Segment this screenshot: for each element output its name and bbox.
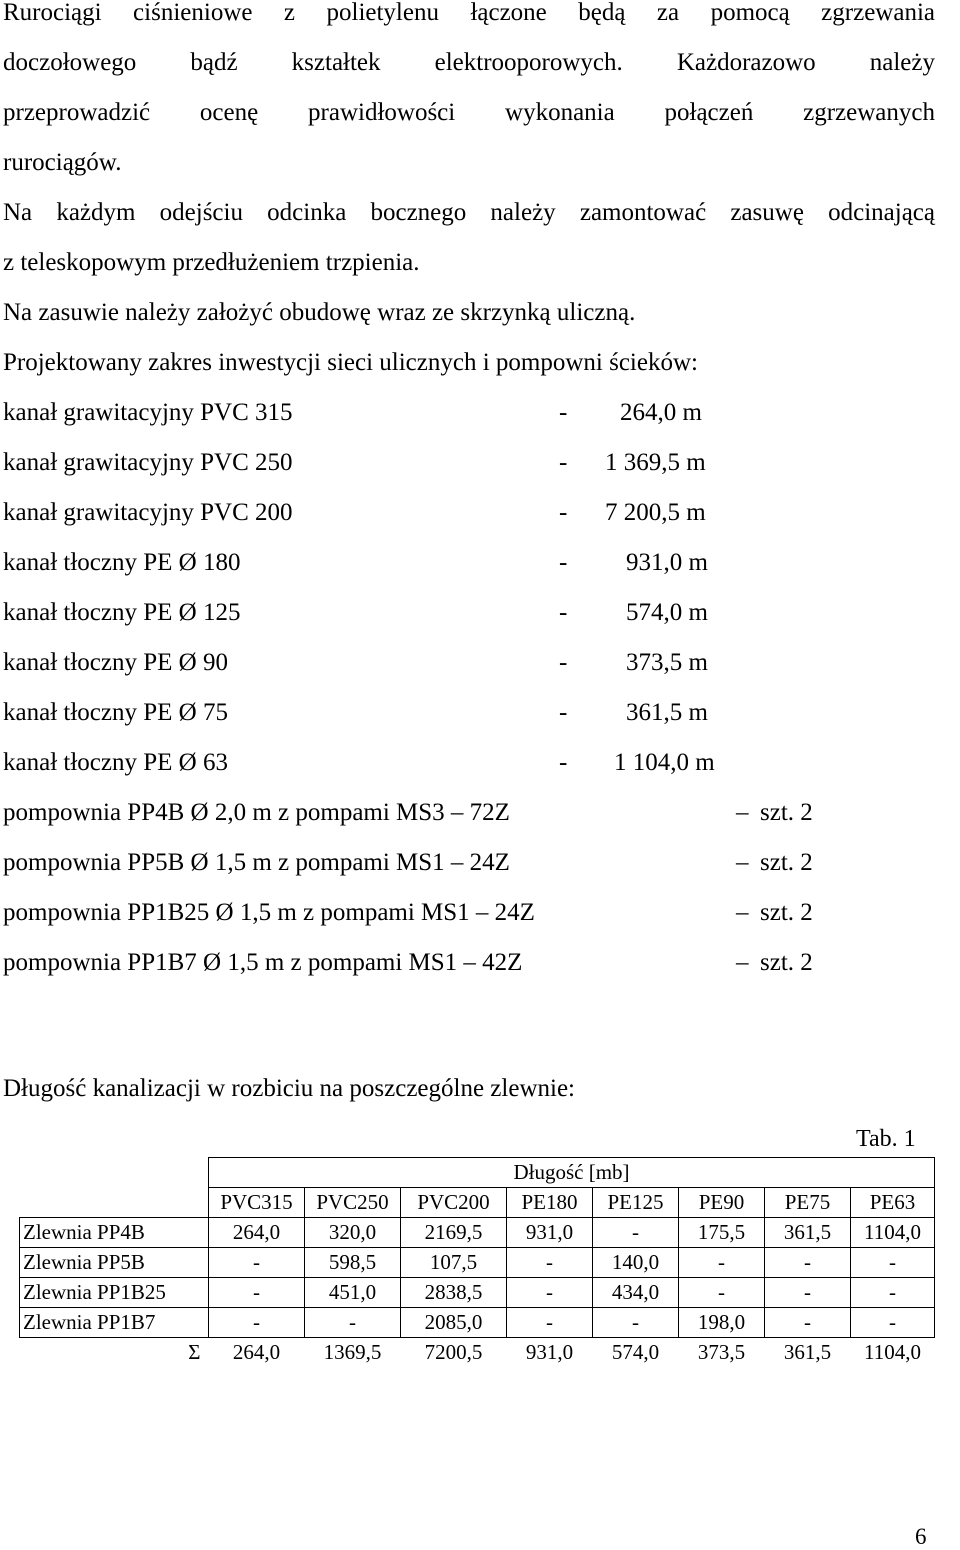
intro-paragraph-end <box>3 138 935 188</box>
table-cell: - <box>851 1308 935 1338</box>
pipe-dash: - <box>559 699 568 726</box>
pump-row <box>3 788 903 838</box>
group-header: Długość [mb] <box>209 1158 935 1188</box>
branch-paragraph <box>3 188 935 238</box>
table-cell: 361,5 <box>765 1218 851 1248</box>
pipe-name: kanał tłoczny PE Ø 63 <box>3 749 228 776</box>
table-cell: - <box>209 1308 305 1338</box>
row-header: Zlewnia PP1B25 <box>20 1278 209 1308</box>
pipe-length: 373,5 m <box>626 649 708 676</box>
table-label: Tab. 1 <box>856 1126 916 1152</box>
pipe-row <box>3 588 903 638</box>
table-cell: - <box>765 1248 851 1278</box>
table-cell: - <box>593 1218 679 1248</box>
valve-note <box>3 288 935 338</box>
pipe-name: kanał tłoczny PE Ø 75 <box>3 699 228 726</box>
sum-cell: 7200,5 <box>424 1340 483 1364</box>
sum-cell: 373,5 <box>697 1340 746 1364</box>
row-header: Zlewnia PP4B <box>20 1218 209 1248</box>
scope-heading <box>3 338 935 388</box>
row-header: Zlewnia PP1B7 <box>20 1308 209 1338</box>
sum-cell: 264,0 <box>232 1340 281 1364</box>
pump-count: szt. 2 <box>760 849 813 876</box>
table-cell: 175,5 <box>679 1218 765 1248</box>
table-cell: - <box>765 1308 851 1338</box>
pipe-name: kanał grawitacyjny PVC 315 <box>3 399 293 426</box>
sum-row <box>20 1338 935 1368</box>
pipe-name: kanał grawitacyjny PVC 200 <box>3 499 293 526</box>
table-cell: - <box>851 1278 935 1308</box>
pump-name: pompownia PP1B7 Ø 1,5 m z pompami MS1 – 42Z <box>3 949 523 976</box>
intro-paragraph <box>3 0 935 138</box>
sum-cell: 1104,0 <box>864 1340 921 1364</box>
pump-name: pompownia PP5B Ø 1,5 m z pompami MS1 – 24Z <box>3 849 510 876</box>
table-cell: 598,5 <box>305 1248 401 1278</box>
table-cell: - <box>679 1278 765 1308</box>
pipe-row <box>3 638 903 688</box>
pump-row <box>3 888 903 938</box>
pump-row <box>3 838 903 888</box>
table-cell: - <box>209 1248 305 1278</box>
sum-cell: 574,0 <box>611 1340 660 1364</box>
table-row <box>20 1248 935 1278</box>
pipe-length: 264,0 m <box>620 399 702 426</box>
text-line: Rurociągi ciśnieniowe z polietylenu łączone będą za pomocą zgrzewania <box>3 0 935 26</box>
table-cell: 107,5 <box>401 1248 507 1278</box>
row-header: Zlewnia PP5B <box>20 1248 209 1278</box>
table-cell: - <box>593 1308 679 1338</box>
text-line: przeprowadzić ocenę prawidłowości wykonania połączeń zgrzewanych <box>3 99 935 126</box>
table-cell: - <box>679 1248 765 1278</box>
pipe-dash: - <box>559 749 568 776</box>
table-cell: 1104,0 <box>851 1218 935 1248</box>
table-cell: - <box>851 1248 935 1278</box>
table-cell: 451,0 <box>305 1278 401 1308</box>
pump-count: szt. 2 <box>760 949 813 976</box>
table-cell: 931,0 <box>507 1218 593 1248</box>
table-cell: - <box>507 1278 593 1308</box>
table-cell: - <box>765 1278 851 1308</box>
sum-cell: 931,0 <box>525 1340 574 1364</box>
table-cell: 198,0 <box>679 1308 765 1338</box>
column-header: PE180 <box>507 1188 593 1218</box>
pipe-length: 361,5 m <box>626 699 708 726</box>
pipe-dash: - <box>559 549 568 576</box>
pipe-row <box>3 438 903 488</box>
pipe-row <box>3 488 903 538</box>
table-cell: 264,0 <box>209 1218 305 1248</box>
sum-cell: 1369,5 <box>323 1340 382 1364</box>
column-header: PE63 <box>851 1188 935 1218</box>
table-cell: - <box>507 1308 593 1338</box>
sum-label: Σ <box>188 1340 201 1364</box>
pump-dash: – <box>736 849 749 876</box>
text-line: doczołowego bądź kształtek elektrooporowych. Każdorazowo należy <box>3 49 935 76</box>
table-cell: 320,0 <box>305 1218 401 1248</box>
table-cell: - <box>209 1278 305 1308</box>
table-heading: Długość kanalizacji w rozbiciu na poszczególne zlewnie: <box>3 1075 575 1102</box>
column-header: PVC250 <box>305 1188 401 1218</box>
pipe-name: kanał tłoczny PE Ø 90 <box>3 649 228 676</box>
table-row <box>20 1308 935 1338</box>
column-header: PE125 <box>593 1188 679 1218</box>
pipe-dash: - <box>559 599 568 626</box>
pipe-row <box>3 738 903 788</box>
pipe-row <box>3 538 903 588</box>
table-cell: 434,0 <box>593 1278 679 1308</box>
pump-row <box>3 938 903 988</box>
drainage-table <box>19 1157 935 1367</box>
pump-count: szt. 2 <box>760 799 813 826</box>
pipe-name: kanał grawitacyjny PVC 250 <box>3 449 293 476</box>
page-number: 6 <box>915 1524 927 1549</box>
pipe-dash: - <box>559 649 568 676</box>
pipe-dash: - <box>559 499 568 526</box>
empty-cell <box>20 1188 209 1218</box>
column-header: PE90 <box>679 1188 765 1218</box>
table-cell: - <box>305 1308 401 1338</box>
pipe-length: 931,0 m <box>626 549 708 576</box>
pipe-length: 1 104,0 m <box>614 749 715 776</box>
pipe-length: 7 200,5 m <box>605 499 706 526</box>
text-line: rurociągów. <box>3 149 122 176</box>
table-row <box>20 1218 935 1248</box>
table-cell: 2085,0 <box>401 1308 507 1338</box>
pump-dash: – <box>736 899 749 926</box>
branch-paragraph-end <box>3 238 935 288</box>
column-header: PVC315 <box>209 1188 305 1218</box>
table-row <box>20 1278 935 1308</box>
pipe-dash: - <box>559 399 568 426</box>
pump-name: pompownia PP4B Ø 2,0 m z pompami MS3 – 72Z <box>3 799 510 826</box>
text-line: Na zasuwie należy założyć obudowę wraz ze skrzynką uliczną. <box>3 299 636 326</box>
pump-count: szt. 2 <box>760 899 813 926</box>
pipe-name: kanał tłoczny PE Ø 125 <box>3 599 241 626</box>
text-line: Projektowany zakres inwestycji sieci ulicznych i pompowni ścieków: <box>3 349 698 376</box>
group-header-row <box>20 1158 935 1188</box>
text-line: z teleskopowym przedłużeniem trzpienia. <box>3 249 420 276</box>
table-cell: 140,0 <box>593 1248 679 1278</box>
sum-cell: 361,5 <box>783 1340 832 1364</box>
pipe-name: kanał tłoczny PE Ø 180 <box>3 549 241 576</box>
column-header-row <box>20 1188 935 1218</box>
pump-dash: – <box>736 799 749 826</box>
column-header: PVC200 <box>401 1188 507 1218</box>
text-line: Na każdym odejściu odcinka bocznego należy zamontować zasuwę odcinającą <box>3 199 935 226</box>
pipe-length: 1 369,5 m <box>605 449 706 476</box>
pump-name: pompownia PP1B25 Ø 1,5 m z pompami MS1 – 24Z <box>3 899 535 926</box>
table-cell: - <box>507 1248 593 1278</box>
empty-cell <box>20 1158 209 1188</box>
pipe-dash: - <box>559 449 568 476</box>
pipe-row <box>3 388 903 438</box>
pipe-row <box>3 688 903 738</box>
column-header: PE75 <box>765 1188 851 1218</box>
table-cell: 2838,5 <box>401 1278 507 1308</box>
pump-dash: – <box>736 949 749 976</box>
pipe-length: 574,0 m <box>626 599 708 626</box>
table-cell: 2169,5 <box>401 1218 507 1248</box>
